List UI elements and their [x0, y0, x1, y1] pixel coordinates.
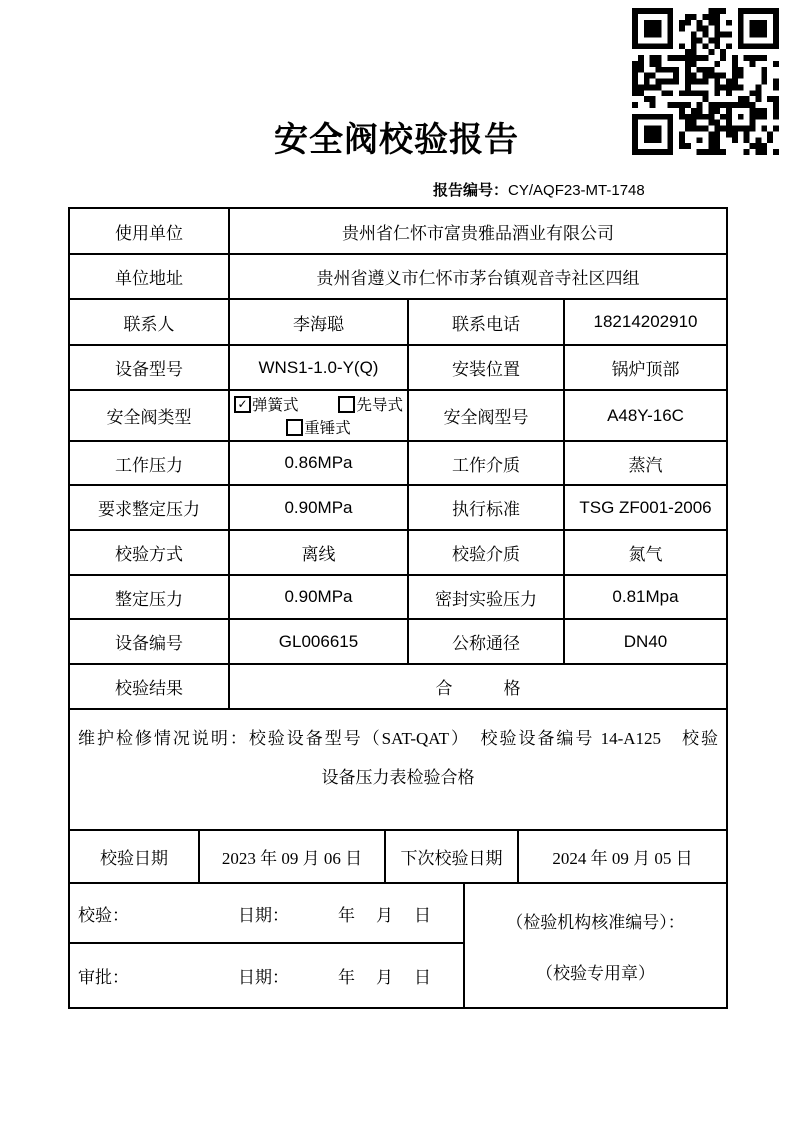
calib-date-value: 2023 年 09 月 06 日 [199, 830, 385, 883]
seal-test-pressure-label: 密封实验压力 [408, 575, 564, 619]
equip-model-value: WNS1-1.0-Y(Q) [229, 345, 408, 390]
checkbox-pilot-icon [338, 396, 355, 413]
calib-method-value: 离线 [229, 530, 408, 575]
required-set-pressure-label: 要求整定压力 [69, 485, 229, 530]
work-pressure-label: 工作压力 [69, 441, 229, 485]
main-info-table [68, 207, 728, 710]
phone-label: 联系电话 [408, 299, 564, 345]
calib-medium-label: 校验介质 [408, 530, 564, 575]
table-row [69, 254, 727, 299]
valve-type-spring-label: 弹簧式 [252, 397, 299, 414]
standard-label: 执行标准 [408, 485, 564, 530]
valve-type-option-pilot [338, 393, 403, 415]
valve-type-option-spring [234, 393, 299, 415]
work-pressure-value: 0.86MPa [229, 441, 408, 485]
maintenance-note-line1: 维护检修情况说明：校验设备型号（SAT-QAT） 校验设备编号 14-A125 校验 [78, 729, 718, 748]
table-row [69, 485, 727, 530]
valve-type-pilot-label: 先导式 [356, 397, 403, 414]
result-value: 合 格 [229, 664, 727, 709]
org-seal-cell [464, 883, 727, 1008]
calib-date-label: 校验日期 [69, 830, 199, 883]
install-pos-value: 锅炉顶部 [564, 345, 727, 390]
valve-model-value: A48Y-16C [564, 390, 727, 441]
nominal-diameter-label: 公称通径 [408, 619, 564, 664]
maintenance-note-line2: 设备压力表检验合格 [321, 768, 475, 787]
contact-label: 联系人 [69, 299, 229, 345]
required-set-pressure-value: 0.90MPa [229, 485, 408, 530]
approve-ymd: 年 月 日 [338, 968, 433, 987]
table-row [69, 830, 727, 883]
seal-line: （校验专用章） [536, 963, 655, 983]
work-medium-value: 蒸汽 [564, 441, 727, 485]
calib-medium-value: 氮气 [564, 530, 727, 575]
dates-table [68, 829, 728, 884]
approve-date-label: 日期： [238, 968, 289, 987]
table-row [69, 575, 727, 619]
table-row [69, 441, 727, 485]
use-unit-value: 贵州省仁怀市富贵雅品酒业有限公司 [229, 208, 727, 254]
address-value: 贵州省遵义市仁怀市茅台镇观音寺社区四组 [229, 254, 727, 299]
device-no-label: 设备编号 [69, 619, 229, 664]
next-date-value: 2024 年 09 月 05 日 [518, 830, 727, 883]
valve-type-options [229, 390, 408, 441]
report-table [68, 207, 728, 1009]
address-label: 单位地址 [69, 254, 229, 299]
table-row [69, 883, 727, 943]
set-pressure-label: 整定压力 [69, 575, 229, 619]
contact-value: 李海聪 [229, 299, 408, 345]
approve-label: 审批： [78, 968, 129, 987]
checkbox-spring-icon: ✓ [234, 396, 251, 413]
install-pos-label: 安装位置 [408, 345, 564, 390]
equip-model-label: 设备型号 [69, 345, 229, 390]
valve-type-label: 安全阀类型 [69, 390, 229, 441]
table-row [69, 390, 727, 441]
report-number [433, 179, 645, 200]
phone-value: 18214202910 [564, 299, 727, 345]
use-unit-label: 使用单位 [69, 208, 229, 254]
maintenance-note [68, 708, 728, 831]
checkbox-weight-icon [286, 419, 303, 436]
result-label: 校验结果 [69, 664, 229, 709]
report-number-label: 报告编号： [433, 183, 509, 199]
table-row [69, 345, 727, 390]
verify-ymd: 年 月 日 [338, 905, 433, 925]
verify-date-label: 日期： [238, 905, 289, 925]
set-pressure-value: 0.90MPa [229, 575, 408, 619]
report-number-value: CY/AQF23-MT-1748 [508, 182, 645, 199]
approve-sign-cell [69, 943, 464, 1008]
work-medium-label: 工作介质 [408, 441, 564, 485]
verify-label: 校验： [78, 905, 129, 925]
table-row [69, 664, 727, 709]
seal-test-pressure-value: 0.81Mpa [564, 575, 727, 619]
org-code-line: （检验机构核准编号）： [506, 912, 685, 932]
page-title: 安全阀校验报告 [274, 122, 519, 159]
device-no-value: GL006615 [229, 619, 408, 664]
standard-value: TSG ZF001-2006 [564, 485, 727, 530]
signoff-table [68, 882, 728, 1009]
valve-model-label: 安全阀型号 [408, 390, 564, 441]
table-row [69, 299, 727, 345]
next-date-label: 下次校验日期 [385, 830, 518, 883]
table-row [69, 619, 727, 664]
verify-sign-cell [69, 883, 464, 943]
valve-type-weight-label: 重锤式 [304, 420, 351, 437]
nominal-diameter-value: DN40 [564, 619, 727, 664]
valve-type-option-weight [286, 416, 351, 438]
calib-method-label: 校验方式 [69, 530, 229, 575]
table-row [69, 530, 727, 575]
table-row [69, 208, 727, 254]
